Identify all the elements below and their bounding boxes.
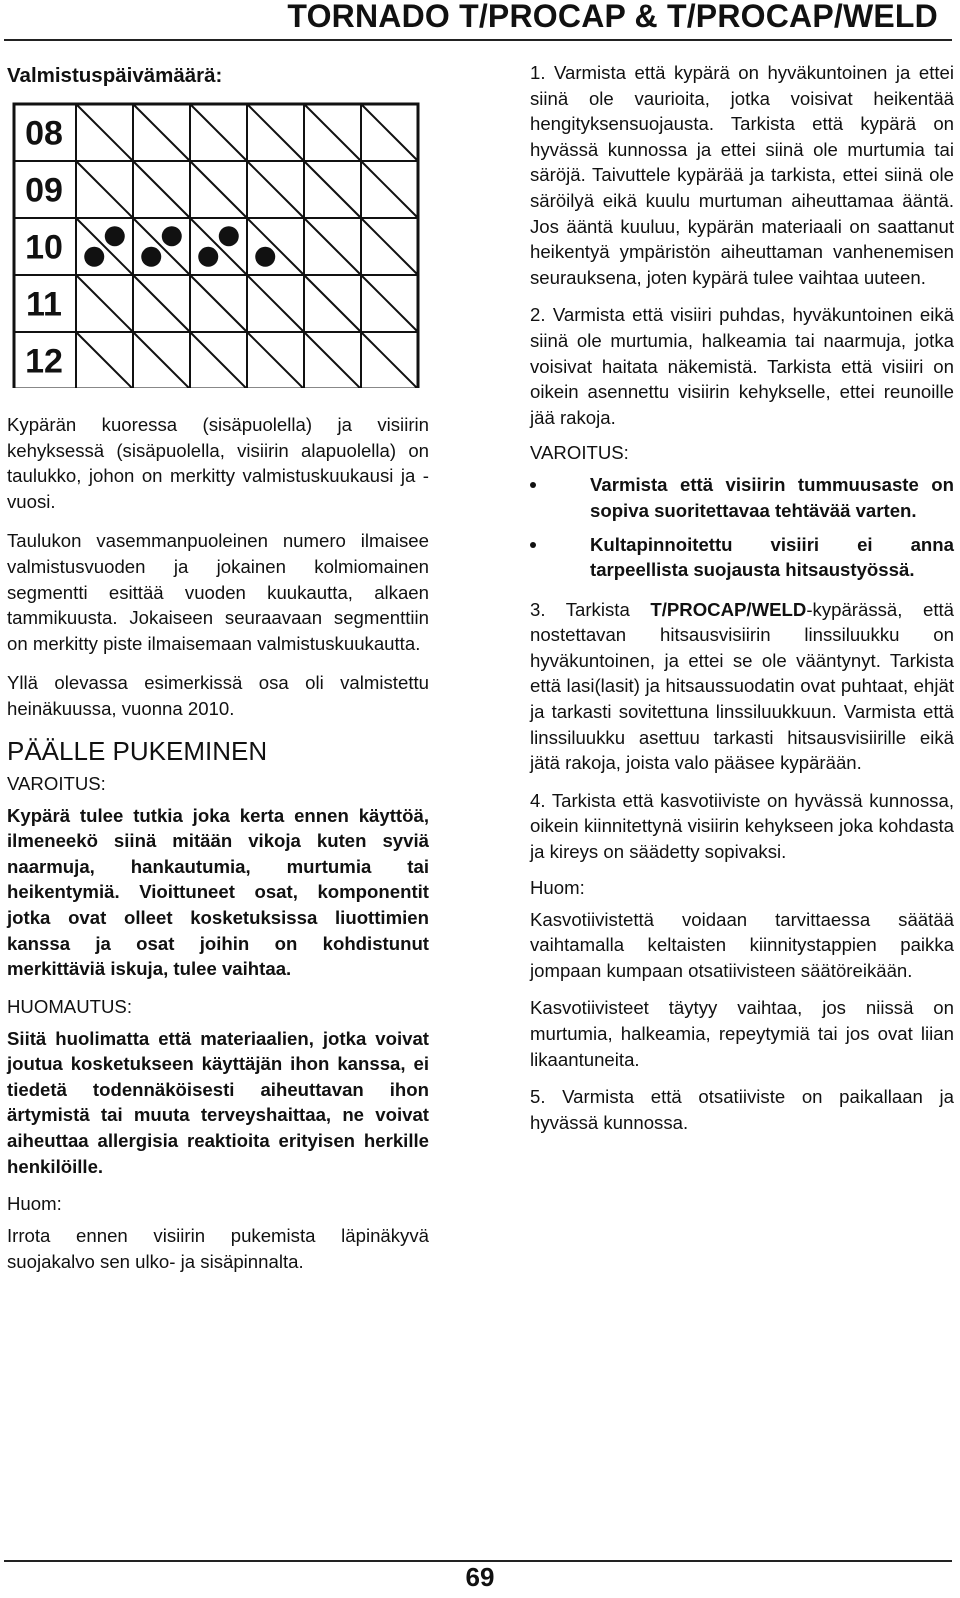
face-seal-note-label: Huom:: [530, 876, 585, 898]
warning-text: Kypärä tulee tutkia joka kerta ennen käyttöä, ilmeneekö siinä mitään vikoja kuten syviä naarmuja, hankautumia, murtumia tai heikentymiä. Vioittuneet osat, komponentit jotka ovat olleet kosketuksissa liuottimien kanssa ja osat joihin on kohdistunut merkittäviä iskuja, tulee vaihtaa.: [7, 804, 429, 980]
month-segment-divider: [76, 218, 133, 275]
month-segment-divider: [133, 104, 190, 161]
visor-warning-list: [530, 472, 954, 582]
month-segment-divider: [190, 332, 247, 388]
month-segment-divider: [190, 275, 247, 332]
month-marker-dot: [84, 247, 104, 267]
month-segment-divider: [304, 104, 361, 161]
visor-warning-label: VAROITUS:: [530, 442, 629, 464]
month-marker-dot: [219, 226, 239, 246]
step-5-text: 5. Varmista että otsatiiviste on paikallaan ja hyvässä kunnossa.: [530, 1086, 954, 1133]
year-label: 11: [26, 285, 62, 324]
month-segment-divider: [247, 218, 304, 275]
month-marker-dot: [162, 226, 182, 246]
month-segment-divider: [190, 161, 247, 218]
note-label: Huom:: [7, 1193, 62, 1215]
month-segment-divider: [304, 161, 361, 218]
warning-label: VAROITUS:: [7, 772, 106, 794]
month-segment-divider: [247, 104, 304, 161]
month-segment-divider: [304, 218, 361, 275]
month-segment-divider: [76, 161, 133, 218]
month-segment-divider: [133, 218, 190, 275]
manufacture-date-table: [7, 102, 417, 388]
year-label: 08: [25, 114, 63, 153]
notice-label: HUOMAUTUS:: [7, 995, 132, 1017]
visor-warning-item: Kultapinnoitettu visiiri ei anna tarpeellista suojausta hitsaustyössä.: [530, 532, 954, 583]
example-paragraph: Yllä olevassa esimerkissä osa oli valmistettu heinäkuussa, vuonna 2010.: [7, 672, 429, 719]
month-marker-dot: [255, 247, 275, 267]
table-explanation-paragraph: Taulukon vasemmanpuoleinen numero ilmaisee valmistusvuoden ja jokainen kolmiomainen segmentti esittää vuoden kuukautta, alkaen tammikuusta. Jokaiseen seuraavaan segmenttiin on merkitty piste ilmaisemaan valmistuskuukautta.: [7, 530, 429, 654]
notice-text: Siitä huolimatta että materiaalien, jotka voivat joutua kosketukseen käyttäjän ihon kanssa, ei tiedetä todennäköisesti aiheuttavan ihon ärtymistä tai muuta terveyshaittaa, ne voivat aiheuttaa allergisia reaktioita erityisen herkille henkilöille.: [7, 1027, 429, 1177]
month-segment-divider: [361, 104, 418, 161]
month-segment-divider: [76, 275, 133, 332]
right-column: [530, 60, 954, 1147]
note-text: Irrota ennen visiirin pukemista läpinäkyvä suojakalvo sen ulko- ja sisäpinnalta.: [7, 1225, 429, 1272]
month-segment-divider: [304, 275, 361, 332]
manufacture-date-heading: Valmistuspäivämäärä:: [7, 64, 223, 87]
month-segment-divider: [190, 104, 247, 161]
month-marker-dot: [105, 226, 125, 246]
table-location-paragraph: Kypärän kuoressa (sisäpuolella) ja visiirin kehyksessä (sisäpuolella, visiirin alapuolella) on taulukko, johon on merkitty valmistuskuukausi ja -vuosi.: [7, 414, 429, 512]
date-grid-figure: [12, 102, 422, 388]
month-segment-divider: [361, 332, 418, 388]
month-segment-divider: [247, 275, 304, 332]
month-segment-divider: [76, 332, 133, 388]
year-label: 12: [25, 342, 63, 381]
month-segment-divider: [304, 332, 361, 388]
month-segment-divider: [361, 161, 418, 218]
face-seal-note-text-1: Kasvotiivistettä voidaan tarvittaessa säätää vaihtamalla keltaisten kiinnitystappien paikka jompaan kumpaan otsatiivisteen säätöreikään.: [530, 908, 954, 981]
month-segment-divider: [190, 218, 247, 275]
header-divider: [4, 39, 952, 41]
donning-section-title: PÄÄLLE PUKEMINEN: [7, 735, 268, 766]
month-segment-divider: [247, 161, 304, 218]
left-column: [7, 60, 429, 1274]
step-3-text: 3. Tarkista T/PROCAP/WELD-kypärässä, että nostettavan hitsausvisiirin linssiluukku on hyväkuntoinen, ja ettei se ole vääntynyt. Tarkista että lasi(lasit) ja hitsaussuodatin ovat puhtaat, ehjät ja tarkasti sovitettuna linssiluukkuun. Varmista että linssiluukku asettuu tarkasti hitsausvisiirille eikä jätä rakoja, joista valo pääsee kypärään.: [530, 598, 954, 774]
step-1-text: 1. Varmista että kypärä on hyväkuntoinen ja ettei siinä ole vaurioita, jotka voisivat heikentää hengityksensuojausta. Tarkista että kypärä on hyvässä kunnossa ja ettei siinä ole murtumia tai säröjä. Taivuttele kypärää ja tarkista, ettei siinä ole säröilyä eikä kuulu murtuman aiheuttamaa ääntä. Jos ääntä kuuluu, kypärän materiaali on saattanut heikentyä ympäristön aiheuttaman vanhenemisen seurauksena, joten kypärä tulee vaihtaa uuteen.: [530, 62, 954, 288]
month-segment-divider: [361, 275, 418, 332]
month-segment-divider: [361, 218, 418, 275]
bullet-icon: [530, 482, 536, 488]
page-number: 69: [465, 1562, 495, 1592]
month-segment-divider: [133, 161, 190, 218]
date-table-border: [14, 104, 418, 388]
month-marker-dot: [141, 247, 161, 267]
year-label: 10: [25, 228, 63, 267]
month-segment-divider: [133, 275, 190, 332]
month-segment-divider: [133, 332, 190, 388]
month-marker-dot: [198, 247, 218, 267]
month-segment-divider: [247, 332, 304, 388]
face-seal-note-text-2: Kasvotiivisteet täytyy vaihtaa, jos niissä on murtumia, halkeamia, repeytymiä tai jos ovat liian likaantuneita.: [530, 997, 954, 1070]
step-2-text: 2. Varmista että visiiri puhdas, hyväkuntoinen eikä siinä ole murtumia, halkeamia tai naarmuja, jotka voisivat haitata näkemistä. Tarkista että visiiri on oikein asennettu visiirin kehykselle, ettei reunoille jää rakoja.: [530, 304, 954, 428]
document-title: TORNADO T/PROCAP & T/PROCAP/WELD: [287, 0, 938, 34]
bullet-icon: [530, 542, 536, 548]
month-segment-divider: [76, 104, 133, 161]
visor-warning-item: Varmista että visiirin tummuusaste on sopiva suoritettavaa tehtävää varten.: [530, 472, 954, 523]
step-4-text: 4. Tarkista että kasvotiiviste on hyvässä kunnossa, oikein kiinnitettynä visiirin kehykseen joka kohdasta ja kireys on säädetty sopivaksi.: [530, 789, 954, 863]
year-label: 09: [25, 171, 63, 210]
